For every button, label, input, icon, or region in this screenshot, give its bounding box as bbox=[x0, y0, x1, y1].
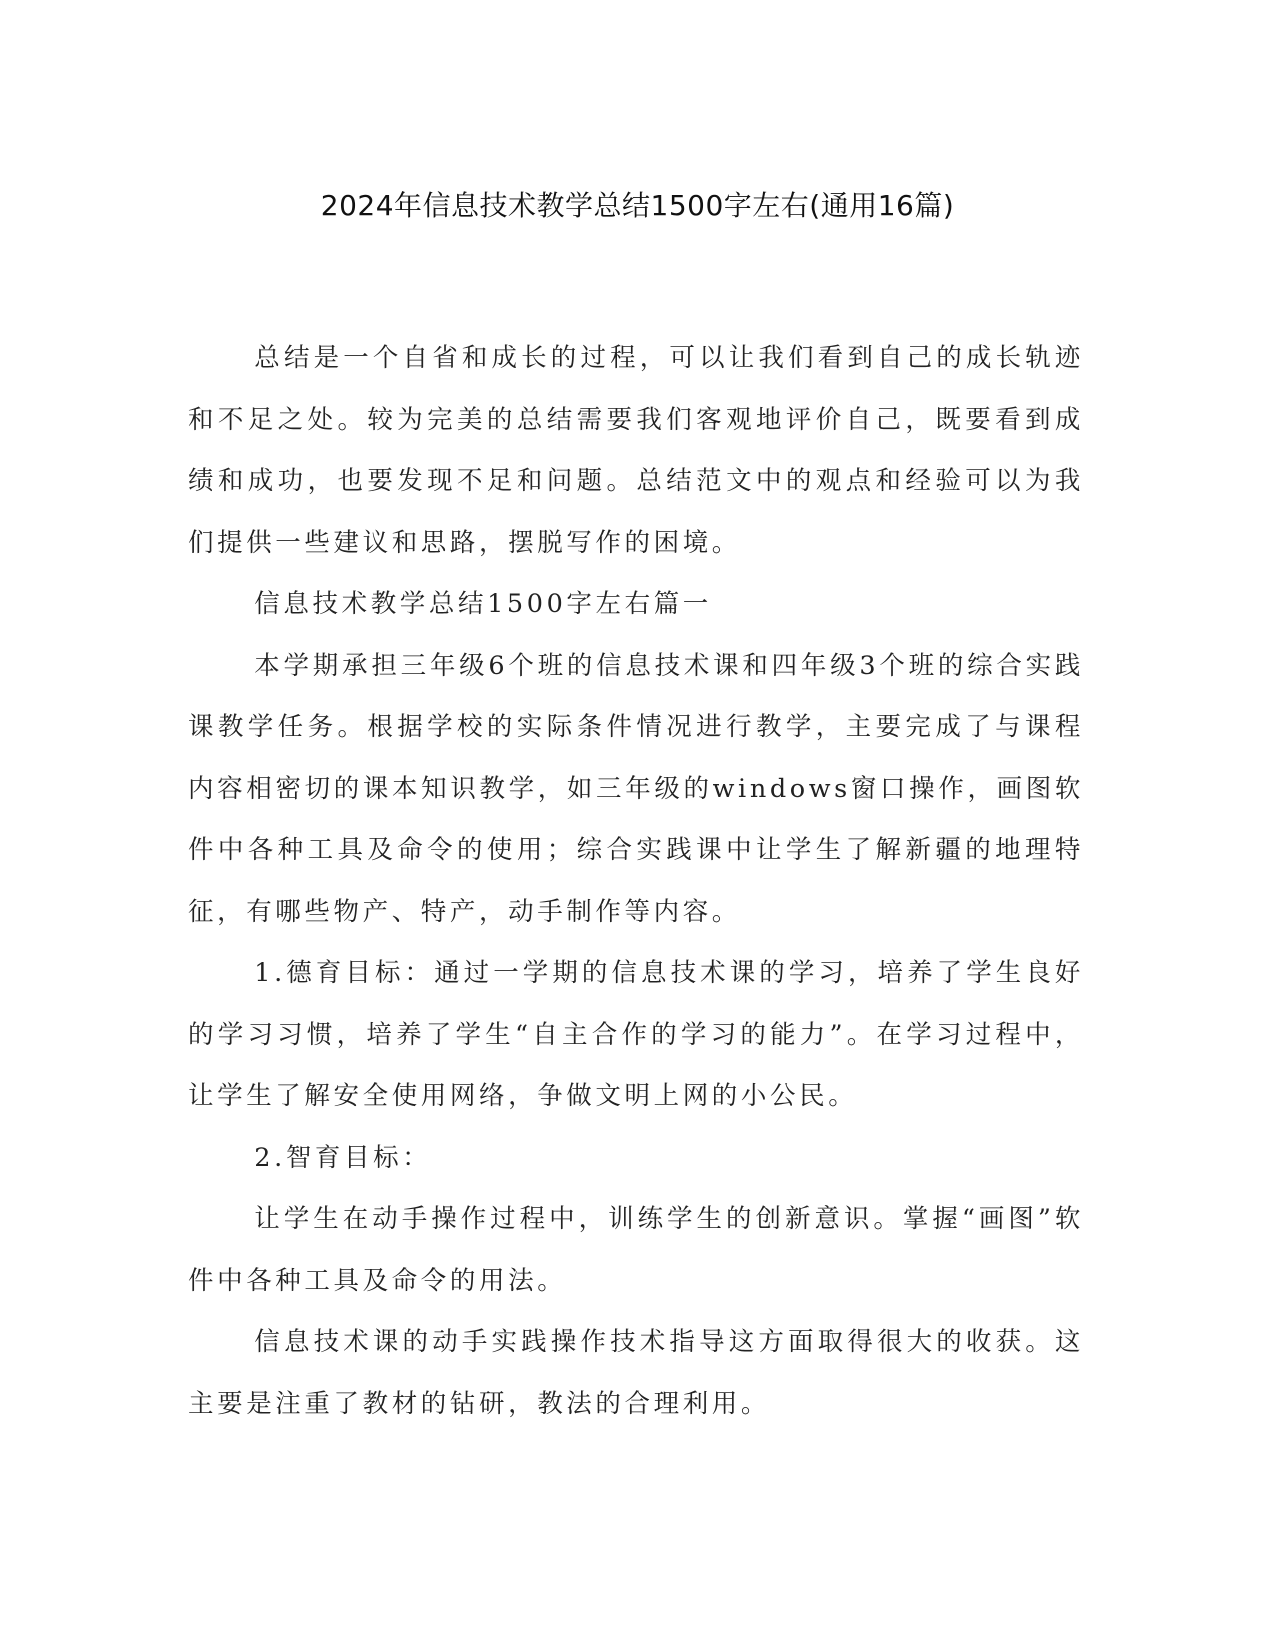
body-paragraph: 本学期承担三年级6个班的信息技术课和四年级3个班的综合实践课教学任务。根据学校的实际条件情况进行教学，主要完成了与课程内容相密切的课本知识教学，如三年级的windows窗口操作，画图软件中各种工具及命令的使用；综合实践课中让学生了解新疆的地理特征，有哪些物产、特产，动手制作等内容。 bbox=[188, 650, 1084, 927]
document-title: 2024年信息技术教学总结1500字左右(通用16篇) bbox=[320, 189, 955, 222]
intellectual-goal-heading: 2.智育目标： bbox=[254, 1142, 432, 1173]
moral-goal-paragraph: 1.德育目标：通过一学期的信息技术课的学习，培养了学生良好的学习习惯，培养了学生“自主合作的学习的能力”。在学习过程中，让学生了解安全使用网络，争做文明上网的小公民。 bbox=[188, 958, 1084, 1111]
body-paragraph: 信息技术课的动手实践操作技术指导这方面取得很大的收获。这主要是注重了教材的钻研，教法的合理利用。 bbox=[188, 1327, 1084, 1419]
intro-paragraph: 总结是一个自省和成长的过程，可以让我们看到自己的成长轨迹和不足之处。较为完美的总结需要我们客观地评价自己，既要看到成绩和成功，也要发现不足和问题。总结范文中的观点和经验可以为我们提供一些建议和思路，摆脱写作的困境。 bbox=[188, 343, 1084, 558]
body-paragraph: 让学生在动手操作过程中，训练学生的创新意识。掌握“画图”软件中各种工具及命令的用法。 bbox=[188, 1204, 1084, 1296]
document-body bbox=[188, 328, 1084, 1435]
section-heading: 信息技术教学总结1500字左右篇一 bbox=[254, 589, 712, 619]
